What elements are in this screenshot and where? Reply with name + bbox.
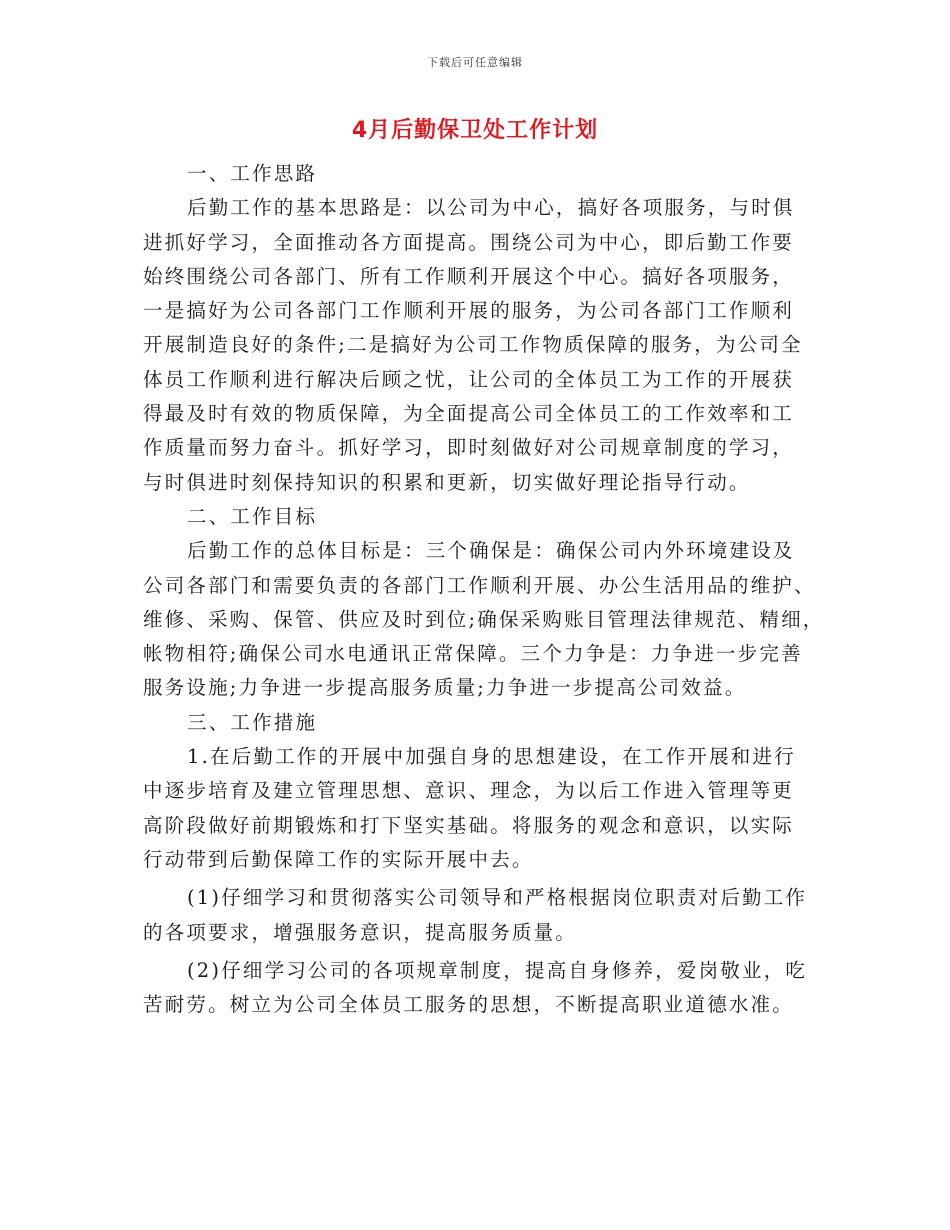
document-title: 4月后勤保卫处工作计划	[351, 118, 599, 143]
paragraph-line: 苦耐劳。树立为公司全体员工服务的思想，不断提高职业道德水准。	[143, 993, 795, 1017]
paragraph-line: 帐物相符;确保公司水电通讯正常保障。三个力争是：力争进一步完善	[143, 642, 803, 666]
paragraph-line: 进抓好学习，全面推动各方面提高。围绕公司为中心，即后勤工作要	[143, 230, 795, 254]
section-heading: 三、工作措施	[187, 710, 318, 734]
paragraph-line: (2)仔细学习公司的各项规章制度，提高自身修养，爱岗敬业，吃	[187, 958, 808, 982]
paragraph-line: 体员工作顺利进行解决后顾之忧，让公司的全体员工为工作的开展获	[143, 367, 795, 391]
paragraph-line: 后勤工作的基本思路是：以公司为中心，搞好各项服务，与时俱	[187, 196, 795, 220]
paragraph-line: 公司各部门和需要负责的各部门工作顺利开展、办公生活用品的维护、	[143, 573, 816, 597]
section-heading: 二、工作目标	[187, 504, 318, 528]
paragraph-line: (1)仔细学习和贯彻落实公司领导和严格根据岗位职责对后勤工作	[187, 886, 808, 910]
paragraph-line: 维修、采购、保管、供应及时到位;确保采购账目管理法律规范、精细，	[143, 607, 825, 631]
paragraph-line: 的各项要求，增强服务意识，提高服务质量。	[143, 920, 578, 944]
paragraph-line: 1.在后勤工作的开展中加强自身的思想建设，在工作开展和进行	[187, 745, 796, 769]
paragraph-line: 后勤工作的总体目标是：三个确保是：确保公司内外环境建设及	[187, 539, 795, 563]
paragraph-line: 与时俱进时刻保持知识的积累和更新，切实做好理论指导行动。	[143, 470, 751, 494]
paragraph-line: 中逐步培育及建立管理思想、意识、理念，为以后工作进入管理等更	[143, 779, 795, 803]
paragraph-line: 服务设施;力争进一步提高服务质量;力争进一步提高公司效益。	[143, 676, 747, 700]
paragraph-line: 作质量而努力奋斗。抓好学习，即时刻做好对公司规章制度的学习，	[143, 436, 795, 460]
paragraph-line: 高阶段做好前期锻炼和打下坚实基础。将服务的观念和意识，以实际	[143, 813, 795, 837]
paragraph-line: 得最及时有效的物质保障，为全面提高公司全体员工的工作效率和工	[143, 402, 795, 426]
paragraph-line: 开展制造良好的条件;二是搞好为公司工作物质保障的服务，为公司全	[143, 333, 803, 357]
paragraph-line: 始终围绕公司各部门、所有工作顺利开展这个中心。搞好各项服务，	[143, 264, 795, 288]
section-heading: 一、工作思路	[187, 162, 318, 185]
paragraph-line: 行动带到后勤保障工作的实际开展中去。	[143, 847, 534, 871]
paragraph-line: 一是搞好为公司各部门工作顺利开展的服务，为公司各部门工作顺利	[143, 299, 795, 323]
document-body	[143, 157, 825, 1022]
page-header: 下载后可任意编辑	[427, 56, 523, 69]
